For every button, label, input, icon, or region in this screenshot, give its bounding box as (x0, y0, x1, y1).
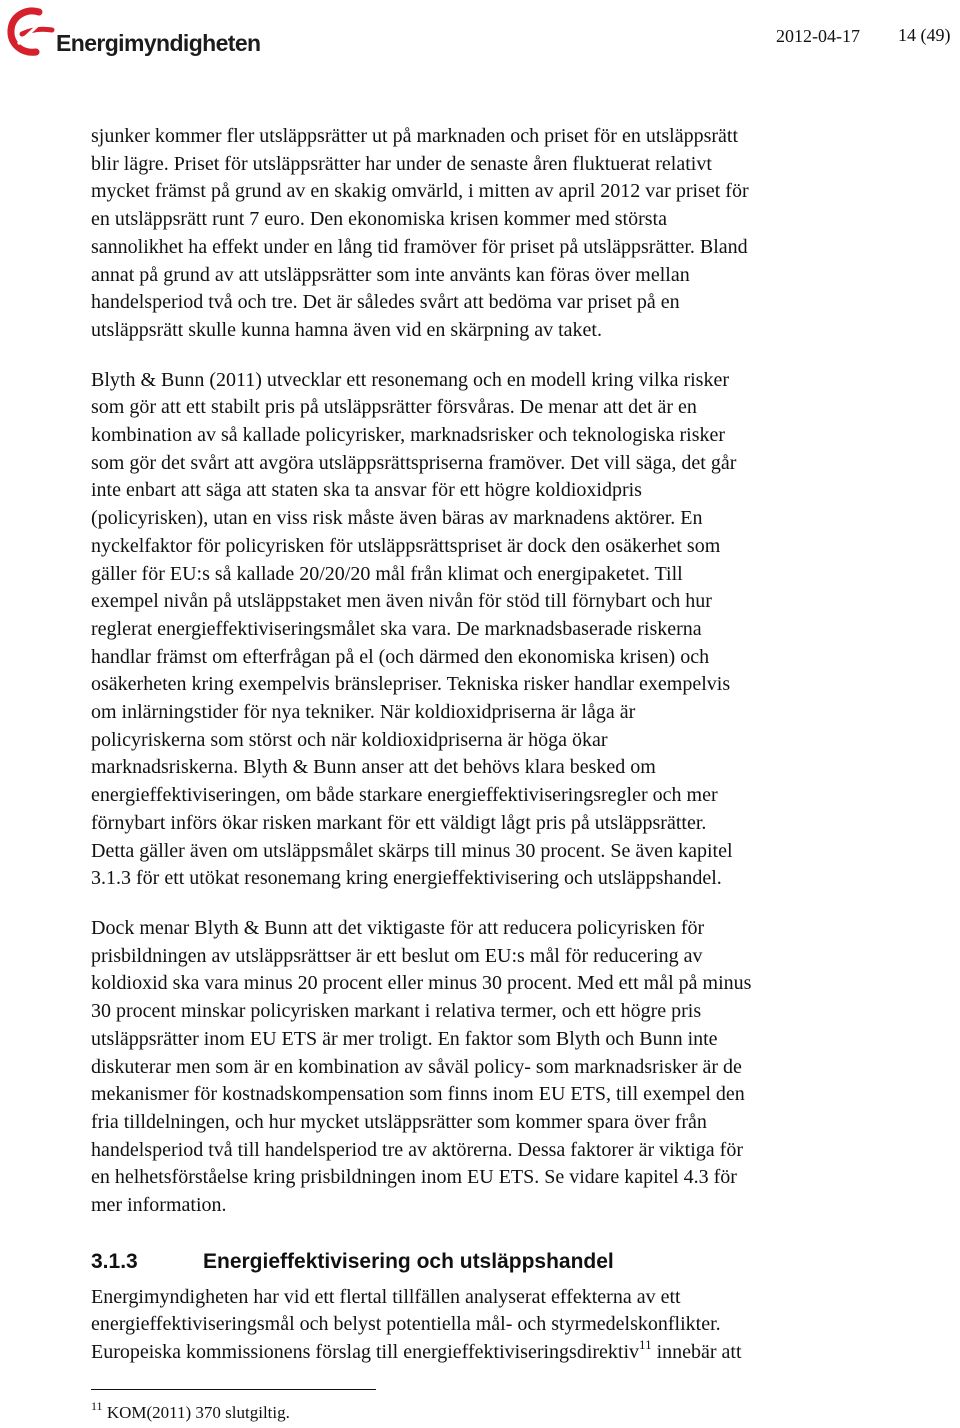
text-line: inte enbart att säga att staten ska ta ansvar för ett högre koldioxidpris (91, 479, 642, 502)
text-line: energieffektiviseringsmål och belyst potentiella mål- och styrmedelskonflikter. (91, 1313, 721, 1336)
text-line: mycket främst på grund av en skakig omvärld, i mitten av april 2012 var priset för (91, 180, 749, 203)
text-line: reglerat energieffektiviseringsmålet ska vara. De marknadsbaserade riskerna (91, 617, 702, 640)
text-line: som gör att ett stabilt pris på utsläppsrätter försvåras. De menar att det är en (91, 396, 697, 419)
text-line: mekanismer för kostnadskompensation som finns inom EU ETS, till exempel den (91, 1083, 745, 1106)
paragraph-3 (91, 915, 891, 1220)
text-line: sjunker kommer fler utsläppsrätter ut på marknaden och priset för en utsläppsrätt (91, 125, 739, 147)
text-segment: innebär att (651, 1341, 742, 1364)
header-date: 2012-04-17 (776, 26, 860, 46)
paragraph-1 (91, 123, 891, 345)
text-line: Dock menar Blyth & Bunn att det viktigaste för att reducera policyrisken för (91, 916, 705, 939)
text-line: mer information. (91, 1194, 227, 1217)
text-line: handelsperiod två till handelsperiod tre av aktörerna. Dessa faktorer är viktiga för (91, 1138, 743, 1161)
text-line: en utsläppsrätt runt 7 euro. Den ekonomiska krisen kommer med största (91, 208, 667, 231)
section-heading (91, 1246, 891, 1278)
text-line: exempel nivån på utsläppstaket men även nivån för stöd till förnybart och hur (91, 590, 712, 613)
logo-wordmark: Energimyndigheten (56, 30, 261, 56)
footnote-divider (91, 1389, 376, 1390)
logo-swoosh-icon (6, 4, 62, 60)
text-line: blir lägre. Priset för utsläppsrätter har under de senaste åren fluktuerat relativt (91, 152, 712, 175)
text-line: koldioxid ska vara minus 20 procent eller minus 30 procent. Med ett mål på minus (91, 972, 752, 995)
text-line: gäller för EU:s så kallade 20/20/20 mål från klimat och energipaketet. Till (91, 562, 683, 585)
text-line: en helhetsförståelse kring prisbildningen inom EU ETS. Se vidare kapitel 4.3 för (91, 1166, 737, 1189)
page-number: 14 (49) (898, 25, 951, 45)
section-number: 3.1.3 (91, 1249, 138, 1273)
text-line: fria tilldelningen, och hur mycket utsläppsrätter som kommer spara över från (91, 1110, 707, 1133)
text-line: prisbildningen av utsläppsrättser är ett beslut om EU:s mål för reducering av (91, 944, 703, 967)
footnote (91, 1399, 290, 1423)
text-line: osäkerheten kring exempelvis bränslepriser. Tekniska risker handlar exempelvis (91, 673, 731, 696)
text-line: Blyth & Bunn (2011) utvecklar ett resonemang och en modell kring vilka risker (91, 368, 729, 391)
footnote-reference[interactable]: 11 (639, 1337, 652, 1353)
text-line: om inlärningstider för nya tekniker. När koldioxidpriserna är låga är (91, 701, 636, 724)
text-line: marknadsriskerna. Blyth & Bunn anser att det behövs klara besked om (91, 756, 656, 779)
footnote-text: KOM(2011) 370 slutgiltig. (102, 1403, 290, 1422)
text-line: policyriskerna som störst och när koldioxidpriserna är höga ökar (91, 728, 608, 751)
section-title: Energieffektivisering och utsläppshandel (203, 1249, 614, 1273)
text-line: 30 procent minskar policyrisken markant i relativa termer, och ett högre pris (91, 1000, 702, 1023)
energimyndigheten-logo (6, 4, 261, 62)
text-line: Energimyndigheten har vid ett flertal tillfällen analyserat effekterna av ett (91, 1285, 681, 1308)
document-body (91, 123, 891, 1367)
text-segment: Europeiska kommissionens förslag till energieffektiviseringsdirektiv (91, 1341, 640, 1364)
text-line: 3.1.3 för ett utökat resonemang kring energieffektivisering och utsläppshandel. (91, 867, 722, 890)
text-line: förnybart införs ökar risken markant för ett väldigt lågt pris på utsläppsrätter. (91, 811, 707, 834)
text-line: utsläppsrätt skulle kunna hamna även vid en skärpning av taket. (91, 318, 602, 341)
text-line: handelsperiod två och tre. Det är således svårt att bedöma var priset på en (91, 291, 680, 314)
text-line: diskuterar men som är en kombination av såväl policy- som marknadsrisker är de (91, 1055, 742, 1078)
text-line: annat på grund av att utsläppsrätter som inte använts kan föras över mellan (91, 263, 690, 286)
text-line: sannolikhet ha effekt under en lång tid framöver för priset på utsläppsrätter. Bland (91, 235, 748, 258)
text-line (91, 1339, 891, 1367)
footnote-marker: 11 (91, 1399, 103, 1413)
text-line: som gör det svårt att avgöra utsläppsrättspriserna framöver. Det vill säga, det går (91, 451, 737, 474)
text-line: Detta gäller även om utsläppsmålet skärps till minus 30 procent. Se även kapitel (91, 839, 733, 862)
text-line: nyckelfaktor för policyrisken för utsläppsrättspriset är dock den osäkerhet som (91, 534, 721, 557)
text-line: (policyrisken), utan en viss risk måste även bäras av marknadens aktörer. En (91, 507, 703, 530)
text-line: kombination av så kallade policyrisker, marknadsrisker och teknologiska risker (91, 424, 726, 447)
text-line: handlar främst om efterfrågan på el (och därmed den ekonomiska krisen) och (91, 645, 710, 668)
text-line: utsläppsrätter inom EU ETS är mer troligt. En faktor som Blyth och Bunn inte (91, 1027, 718, 1050)
text-line: energieffektiviseringen, om både starkare energieffektiviseringsregler och mer (91, 784, 718, 807)
section-paragraph (91, 1284, 891, 1367)
paragraph-2 (91, 367, 891, 893)
